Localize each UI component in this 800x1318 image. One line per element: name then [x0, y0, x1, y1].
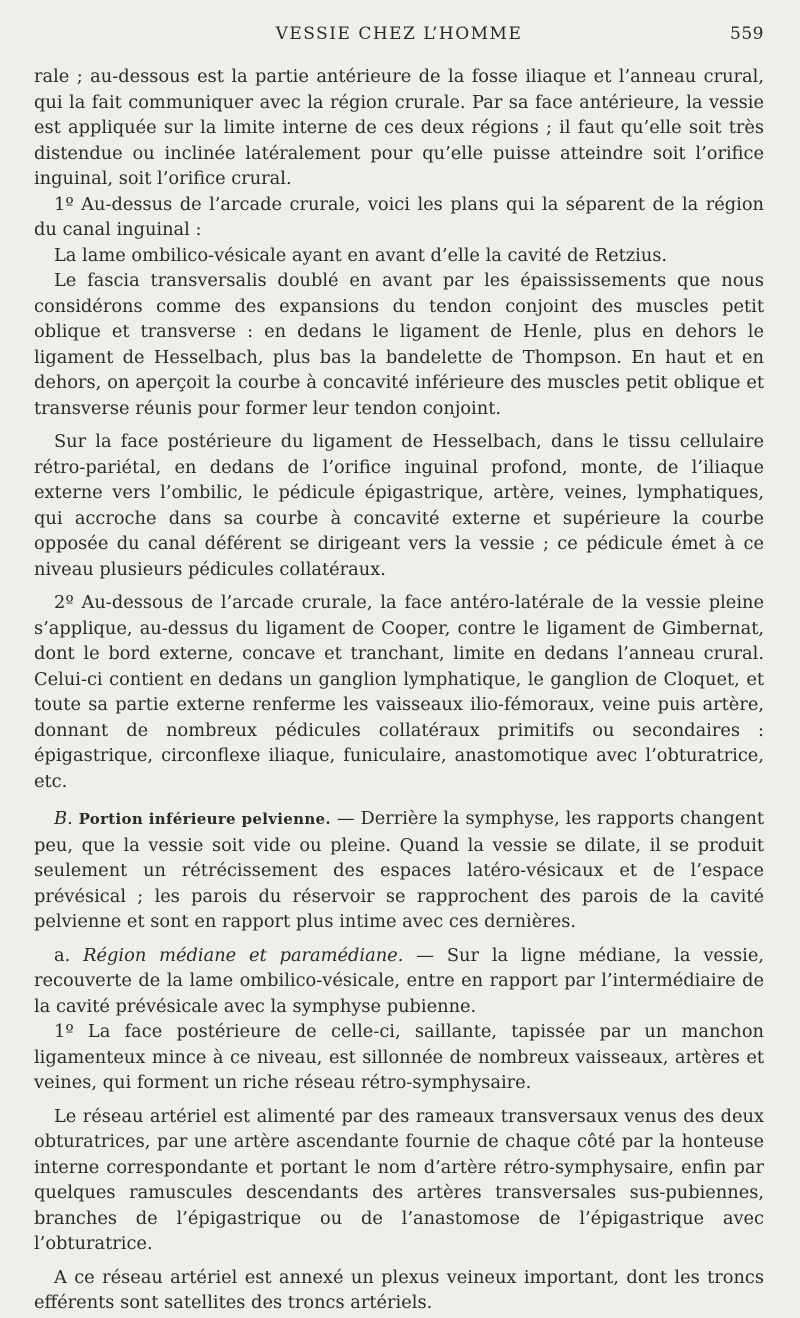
running-title: VESSIE CHEZ L’HOMME — [275, 24, 523, 44]
section-a-label: a. — [54, 944, 71, 966]
page-number: 559 — [730, 24, 764, 44]
paragraph: 1º Au-dessus de l’arcade crurale, voici les plans qui la séparent de la région du canal inguinal : — [34, 193, 764, 240]
section-b-label: B. — [54, 808, 73, 829]
paragraph: La lame ombilico-vésicale ayant en avant d’elle la cavité de Retzius. — [54, 244, 668, 266]
section-a-text: — Sur la ligne médiane, la vessie, recouverte de la lame ombilico-vésicale, entre en rapport par l’intermédiaire de la cavité prévésicale avec la symphyse pubienne. — [34, 944, 765, 1017]
paragraph: Le réseau artériel est alimenté par des rameaux transversaux venus des deux obturatrices, par une artère ascendante fournie de chaque côté par la honteuse interne correspondante et portant le nom d’artère rétro-symphysaire, enfin par quelques ramuscules descendants des artères transversales sus-pubiennes, branches de l’épigastrique ou de l’anastomose de l’épigastrique avec l’obturatrice. — [34, 1105, 764, 1254]
section-b-title: Portion inférieure pelvienne. — [78, 810, 331, 828]
paragraph: rale ; au-dessous est la partie antérieure de la fosse iliaque et l’anneau crural, qui la fait communiquer avec la région crurale. Par sa face antérieure, la vessie est appliquée sur la limite interne de ces deux régions ; il faut qu’elle soit très distendue ou inclinée latéralement pour qu’elle puisse atteindre soit l’orifice inguinal, soit l’orifice crural. — [34, 66, 764, 189]
paragraph: A ce réseau artériel est annexé un plexus veineux important, dont les troncs efférents sont satellites des troncs artériels. — [34, 1266, 764, 1313]
paragraph: Sur la face postérieure du ligament de Hesselbach, dans le tissu cellulaire rétro-pariétal, en dedans de l’orifice inguinal profond, monte, de l’iliaque externe vers l’ombilic, le pédicule épigastrique, artère, veines, lymphatiques, qui accroche dans sa courbe à concavité externe et supérieure la courbe opposée du canal déférent se dirigeant vers la vessie ; ce pédicule émet à ce niveau plusieurs pédicules collatéraux. — [34, 431, 764, 580]
paragraph: 2º Au-dessous de l’arcade crurale, la face antéro-latérale de la vessie pleine s’applique, au-dessus du ligament de Cooper, contre le ligament de Gimbernat, dont le bord externe, concave et tranchant, limite en dedans l’anneau crural. Celui-ci contient en dedans un ganglion lymphatique, le ganglion de Cloquet, et toute sa partie externe renferme les vaisseaux ilio-fémoraux, veine puis artère, donnant de nombreux pédicules collatéraux primitifs ou secondaires : épigastrique, circonflexe iliaque, funiculaire, anastomotique avec l’obturatrice, etc. — [34, 592, 764, 792]
section-b-paragraph — [34, 806, 764, 935]
section-a-paragraph — [34, 943, 764, 1020]
section-a-title: Région médiane et paramédiane. — [83, 944, 404, 966]
running-header — [34, 24, 764, 54]
paragraph: Le fascia transversalis doublé en avant par les épaississements que nous considérons comme des expansions du tendon conjoint des muscles petit oblique et transverse : en dedans le ligament de Henle, plus en dehors le ligament de Hesselbach, plus bas la bandelette de Thompson. En haut et en dehors, on aperçoit la courbe à concavité inférieure des muscles petit oblique et transverse réunis pour former leur tendon conjoint. — [34, 270, 764, 419]
section-b-text: — Derrière la symphyse, les rapports changent peu, que la vessie soit vide ou pleine. Quand la vessie se dilate, il se produit seulement un rétrécissement des espaces latéro-vésicaux et de l’espace prévésical ; les parois du réservoir se rapprochent des parois de la cavité pelvienne et sont en rapport plus intime avec ces dernières. — [34, 808, 765, 932]
paragraph: 1º La face postérieure de celle-ci, saillante, tapissée par un manchon ligamenteux mince à ce niveau, est sillonnée de nombreux vaisseaux, artères et veines, qui forment un riche réseau rétro-symphysaire. — [34, 1021, 764, 1093]
page-body — [34, 64, 764, 1316]
